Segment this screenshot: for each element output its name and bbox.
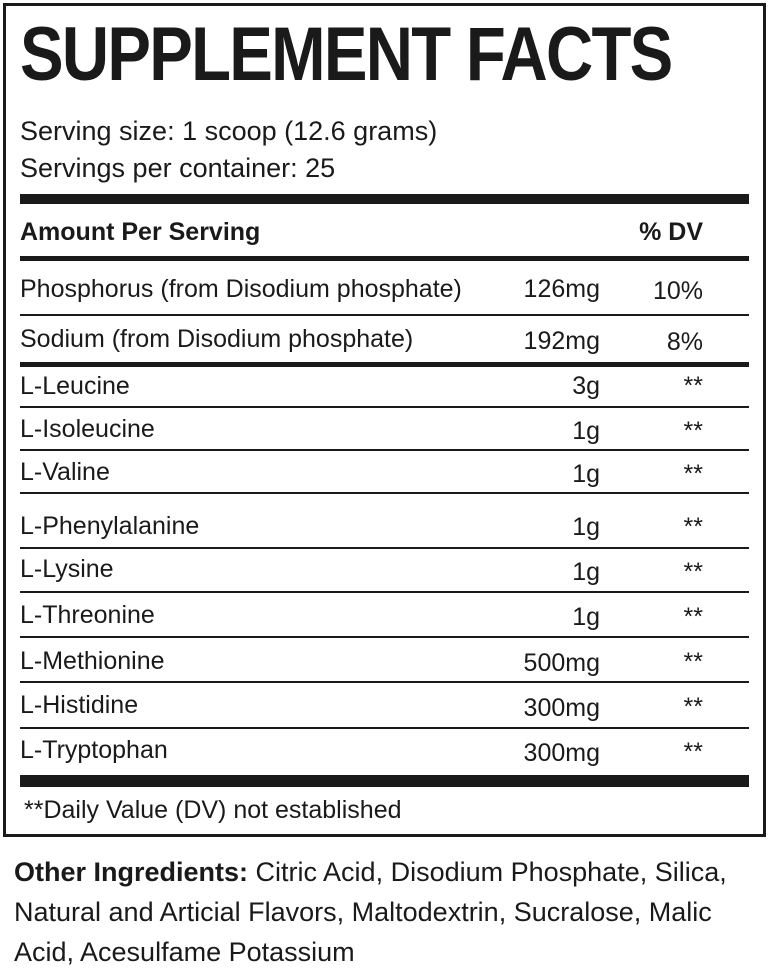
other-ingredients-text: Citric Acid, Disodium Phosphate, Silica, Natural and Articial Flavors, Maltodextrin, Sucralose, Malic Acid, Acesulfame Potassium — [14, 857, 727, 967]
nutrient-dv: 10% — [652, 277, 703, 305]
ingredient-dv: ** — [683, 603, 703, 631]
dv-footnote: **Daily Value (DV) not established — [24, 796, 402, 824]
ingredient-amount: 500mg — [523, 649, 600, 677]
thick-divider-top — [20, 194, 749, 204]
nutrient-dv: 8% — [666, 328, 703, 356]
row-divider — [20, 636, 749, 638]
ingredient-name: L-Methionine — [20, 647, 165, 675]
ingredient-amount: 1g — [572, 513, 600, 541]
panel-title: SUPPLEMENT FACTS — [20, 12, 672, 97]
nutrient-name: Phosphorus (from Disodium phosphate) — [20, 275, 462, 303]
ingredient-dv: ** — [683, 738, 703, 766]
ingredient-name: L-Threonine — [20, 601, 155, 629]
ingredient-amount: 1g — [572, 417, 600, 445]
nutrient-amount: 192mg — [523, 327, 600, 355]
ingredient-name: L-Tryptophan — [20, 736, 168, 764]
ingredient-dv: ** — [683, 648, 703, 676]
row-divider — [20, 449, 749, 451]
row-divider — [20, 406, 749, 408]
row-divider — [20, 681, 749, 683]
ingredient-name: L-Isoleucine — [20, 415, 155, 443]
ingredient-name: L-Phenylalanine — [20, 512, 200, 540]
dv-header: % DV — [639, 218, 703, 246]
ingredient-dv: ** — [683, 460, 703, 488]
ingredient-dv: ** — [683, 417, 703, 445]
divider-header — [20, 256, 749, 261]
ingredient-name: L-Leucine — [20, 372, 130, 400]
ingredient-amount: 1g — [572, 603, 600, 631]
ingredient-dv: ** — [683, 558, 703, 586]
ingredient-amount: 1g — [572, 558, 600, 586]
amount-per-serving-header: Amount Per Serving — [20, 218, 261, 246]
serving-size: Serving size: 1 scoop (12.6 grams) — [20, 116, 438, 146]
row-divider — [20, 591, 749, 593]
thick-divider-bottom — [20, 775, 749, 787]
servings-per-container: Servings per container: 25 — [20, 153, 336, 183]
row-divider — [20, 727, 749, 729]
ingredient-name: L-Lysine — [20, 555, 114, 583]
ingredient-amount: 300mg — [523, 694, 600, 722]
nutrient-amount: 126mg — [523, 275, 600, 303]
ingredient-amount: 1g — [572, 460, 600, 488]
ingredient-amount: 3g — [572, 372, 600, 400]
supplement-facts-panel — [3, 3, 766, 837]
row-divider — [20, 492, 749, 494]
ingredient-dv: ** — [683, 693, 703, 721]
ingredient-dv: ** — [683, 372, 703, 400]
nutrient-name: Sodium (from Disodium phosphate) — [20, 325, 414, 353]
other-ingredients-label: Other Ingredients: — [14, 857, 249, 887]
ingredient-name: L-Histidine — [20, 691, 139, 719]
ingredient-amount: 300mg — [523, 739, 600, 767]
row-divider — [20, 314, 749, 316]
other-ingredients — [14, 852, 754, 972]
ingredient-name: L-Valine — [20, 458, 110, 486]
ingredient-dv: ** — [683, 513, 703, 541]
row-divider — [20, 547, 749, 549]
divider-amino-acids — [20, 362, 749, 367]
